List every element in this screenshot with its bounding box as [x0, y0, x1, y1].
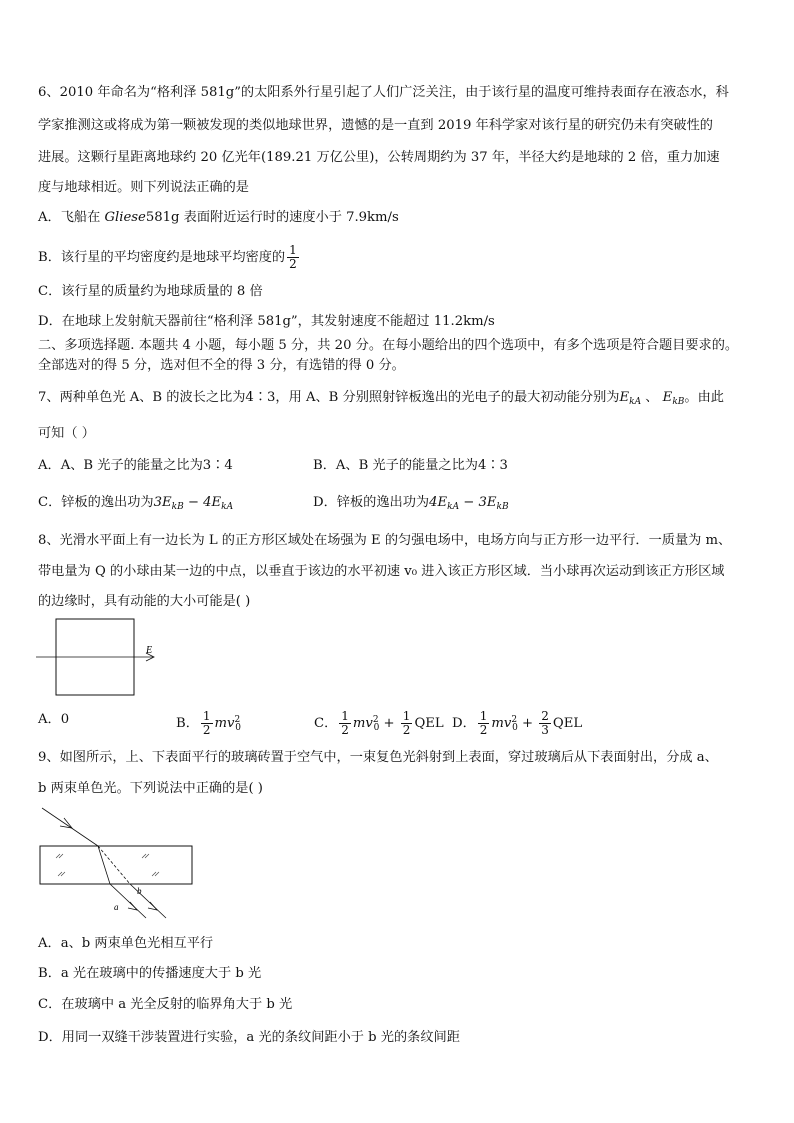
q8-option-d-label: D． [452, 716, 476, 731]
q7-stem-line-2: 可知（ ） [38, 426, 95, 441]
q6-option-c: C．该行星的质量约为地球质量的 8 倍 [38, 284, 263, 299]
q7-option-c-text: C．锌板的逸出功为 [38, 495, 154, 510]
plus-sign: + [379, 716, 399, 731]
ray-label-a: a [114, 902, 119, 912]
q6-stem-line-4: 度与地球相近。则下列说法正确的是 [38, 180, 249, 195]
q7-option-c-sub1: kB [171, 502, 184, 512]
q7-option-d-sub2: kB [496, 502, 509, 512]
q6-option-a [38, 209, 764, 227]
q7-separator: 、 [641, 390, 663, 405]
q6-option-b-fraction [287, 244, 299, 271]
q6-option-d: D．在地球上发射航天器前往“格利泽 581g”，其发射速度不能超过 11.2km/s [38, 314, 495, 329]
q9-stem-line-1: 9、如图所示，上、下表面平行的玻璃砖置于空气中，一束复色光斜射到上表面，穿过玻璃后从下表面射出，分成 a、 [38, 750, 718, 765]
fraction-denominator: 2 [289, 257, 297, 271]
mv-sub: 0 [512, 723, 518, 733]
field-label-e: E [146, 645, 153, 656]
q7-option-c-mid: − 4E [183, 495, 222, 510]
fraction-denominator: 2 [341, 723, 349, 737]
mv-sup: 2 [511, 715, 518, 725]
fraction-denominator: 2 [479, 723, 488, 737]
fraction-numerator: 1 [402, 709, 411, 723]
q7-option-d-sub1: kA [447, 502, 460, 512]
qel-term: QEL [414, 716, 444, 731]
q7-stem-end: 。由此 [684, 390, 724, 405]
q9-stem-line-2: b 两束单色光。下列说法中正确的是( ) [38, 781, 263, 796]
q8-stem-line-1: 8、光滑水平面上有一边长为 L 的正方形区域处在场强为 E 的匀强电场中，电场方向与正方形一边平行．一质量为 m、 [38, 533, 732, 548]
glass-slab [40, 846, 192, 884]
fraction-denominator: 2 [202, 723, 211, 737]
q6-stem-line-3: 进展。这颗行星距离地球约 20 亿光年(189.21 万亿公里)，公转周期约为 37 年，半径大约是地球的 2 倍，重力加速 [38, 150, 720, 165]
incident-ray [42, 808, 98, 846]
section2-instructions-line-2: 全部选对的得 5 分，选对但不全的得 3 分，有选错的得 0 分。 [38, 358, 405, 373]
mv-sup: 2 [372, 715, 379, 725]
mv-term: mv [491, 716, 512, 731]
q7-ek-b-sub: kB [672, 397, 685, 407]
section2-instructions-line-1: 二、多项选择题. 本题共 4 小题，每小题 5 分，共 20 分。在每小题给出的四个选项中，有多个选项是符合题目要求的。 [38, 338, 739, 353]
mv-sup: 2 [234, 715, 241, 725]
q7-option-d-expr: 4E [429, 495, 448, 510]
q9-option-a: A．a、b 两束单色光相互平行 [38, 936, 214, 951]
q8-electric-field-figure [36, 616, 166, 698]
q9-glass-slab-figure [36, 806, 196, 924]
q6-option-b [38, 238, 764, 278]
fraction-half [201, 710, 213, 737]
q7-option-d-text: D．锌板的逸出功为 [313, 495, 430, 510]
mv-sub: 0 [235, 723, 241, 733]
incident-arrow-icon [60, 818, 72, 828]
q7-stem-line-1 [38, 389, 764, 411]
q7-option-a: A．A、B 光子的能量之比为3∶4 [38, 458, 233, 473]
refracted-ray-b [98, 846, 130, 884]
fraction-denominator: 2 [402, 723, 411, 737]
q8-option-a: A．0 [38, 712, 70, 727]
q7-option-d-mid: − 3E [459, 495, 497, 510]
ray-label-b: b [137, 886, 142, 896]
q8-option-c-label: C． [314, 716, 338, 731]
q6-option-a-suffix: 581g 表面附近运行时的速度小于 7.9km/s [145, 210, 399, 225]
q6-option-a-prefix: A．飞船在 [38, 210, 105, 225]
q7-stem-text: 7、两种单色光 A、B 的波长之比为4∶3，用 A、B 分别照射锌板逸出的光电子的最大初动能分别为 [38, 390, 620, 405]
q9-option-b: B．a 光在玻璃中的传播速度大于 b 光 [38, 966, 262, 981]
fraction-two-thirds [539, 710, 551, 737]
q7-option-c-sub2: kA [221, 502, 234, 512]
q8-option-b-label: B． [176, 716, 199, 731]
refracted-ray-a [98, 846, 110, 884]
q7-ek-a: E [619, 390, 630, 405]
q7-option-c [38, 494, 233, 516]
q9-option-d: D．用同一双缝干涉装置进行实验，a 光的条纹间距小于 b 光的条纹间距 [38, 1030, 460, 1045]
fraction-numerator: 1 [479, 709, 488, 723]
q8-stem-line-3: 的边缘时，具有动能的大小可能是( ) [38, 594, 251, 609]
q7-ek-a-sub: kA [629, 397, 642, 407]
q6-option-b-text: B．该行星的平均密度约是地球平均密度的 [38, 250, 286, 265]
q9-option-c: C．在玻璃中 a 光全反射的临界角大于 b 光 [38, 997, 293, 1012]
mv-sub: 0 [373, 723, 380, 733]
q6-stem-line-2: 学家推测这或将成为第一颗被发现的类似地球世界，遗憾的是一直到 2019 年科学家对该行星的研究仍未有突破性的 [38, 118, 713, 133]
q7-option-c-expr: 3E [153, 495, 172, 510]
mv-term: mv [352, 716, 373, 731]
fraction-numerator: 1 [341, 709, 349, 723]
fraction-half [478, 710, 490, 737]
q8-option-b [176, 700, 241, 748]
fraction-numerator: 1 [202, 709, 211, 723]
mv-term: mv [214, 716, 235, 731]
fraction-numerator: 1 [289, 243, 297, 257]
fraction-numerator: 2 [541, 709, 549, 723]
emergent-arrow-a-icon [128, 902, 137, 910]
q7-option-d [313, 494, 509, 516]
emergent-arrow-b-icon [148, 902, 157, 910]
q8-option-c [314, 700, 444, 748]
q7-ek-b: E [662, 390, 673, 405]
q6-stem-line-1: 6、2010 年命名为“格利泽 581g”的太阳系外行星引起了人们广泛关注，由于该行星的温度可维持表面存在液态水，科 [38, 85, 729, 100]
q7-option-b: B．A、B 光子的能量之比为4∶3 [313, 458, 508, 473]
q6-option-a-italic: Gliese [104, 210, 146, 225]
fraction-half [339, 710, 351, 737]
fraction-denominator: 3 [541, 723, 549, 737]
q8-option-d [452, 700, 582, 748]
plus-sign: + [517, 716, 538, 731]
fraction-half [401, 710, 413, 737]
q8-stem-line-2: 带电量为 Q 的小球由某一边的中点，以垂直于该边的水平初速 v₀ 进入该正方形区域．当小球再次运动到该正方形区域 [38, 564, 725, 579]
qel-term: QEL [552, 716, 583, 731]
emergent-ray-b [130, 884, 166, 918]
